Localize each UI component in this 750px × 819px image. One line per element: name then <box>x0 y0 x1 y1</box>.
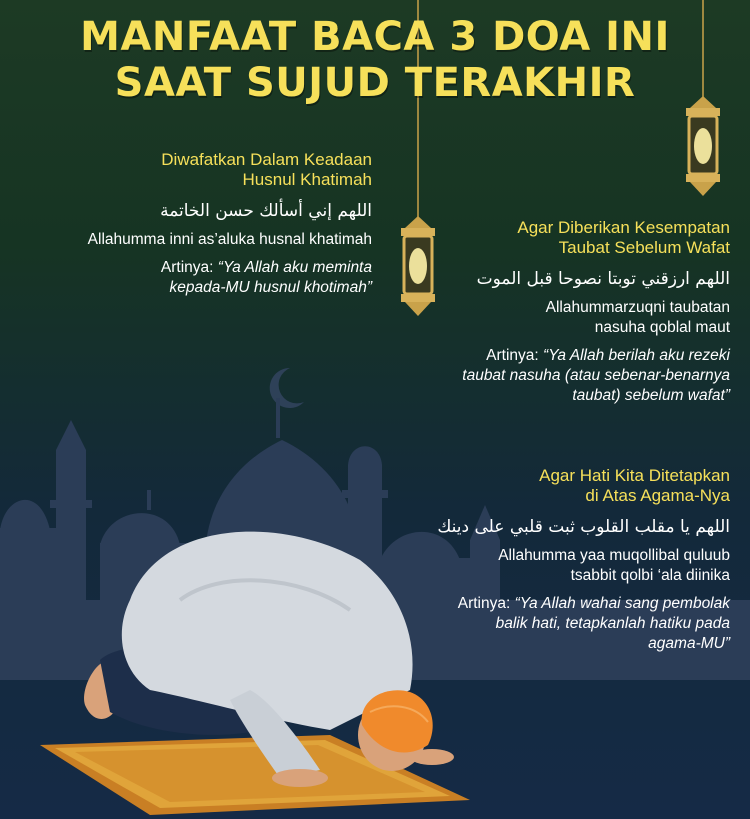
dua-arabic: اللهم إني أسألك حسن الخاتمة <box>160 201 372 221</box>
title-line-2: SAAT SUJUD TERAKHIR <box>114 60 636 106</box>
dua-meaning <box>370 346 730 406</box>
meaning-line-2: taubat nasuha (atau sebenar-benarnya <box>462 367 730 384</box>
dua-heading-line-1: Agar Hati Kita Ditetapkan <box>539 466 730 485</box>
meaning-line-3: taubat) sebelum wafat” <box>572 387 730 404</box>
dua-arabic: اللهم ارزقني توبتا نصوحا قبل الموت <box>476 269 730 289</box>
dua-heading-line-1: Agar Diberikan Kesempatan <box>517 218 730 237</box>
dua-arabic: اللهم يا مقلب القلوب ثبت قلبي على دينك <box>437 517 730 537</box>
dua-meaning <box>12 258 372 298</box>
dua-block-1 <box>12 150 372 298</box>
dua-latin-line-2: tsabbit qolbi ‘ala diinika <box>570 567 730 584</box>
dua-heading <box>350 466 730 506</box>
dua-latin-line-2: nasuha qoblal maut <box>594 319 730 336</box>
meaning-line-1: “Ya Allah aku meminta <box>217 259 372 276</box>
meaning-line-1: “Ya Allah berilah aku rezeki <box>543 347 730 364</box>
meaning-line-2: balik hati, tetapkanlah hatiku pada <box>495 615 730 632</box>
dua-latin-line-1: Allahumma inni as’aluka husnal khatimah <box>87 231 372 248</box>
meaning-line-3: agama-MU” <box>648 635 730 652</box>
crescent-moon-icon <box>270 368 304 408</box>
meaning-lead: Artinya: <box>160 259 218 276</box>
meaning-line-1: “Ya Allah wahai sang pembolak <box>514 595 730 612</box>
dua-block-2 <box>370 218 730 406</box>
meaning-line-2: kepada-MU husnul khotimah” <box>169 279 372 296</box>
dua-latin-line-1: Allahummarzuqni taubatan <box>545 299 730 316</box>
dua-heading <box>370 218 730 258</box>
dua-heading-line-2: Husnul Khatimah <box>242 170 372 189</box>
page-title <box>0 14 750 106</box>
dua-meaning <box>350 594 730 654</box>
dua-heading-line-1: Diwafatkan Dalam Keadaan <box>161 150 372 169</box>
dua-block-3 <box>350 466 730 654</box>
dua-heading <box>12 150 372 190</box>
dua-latin <box>370 298 730 338</box>
dua-latin <box>12 230 372 250</box>
meaning-lead: Artinya: <box>486 347 544 364</box>
dua-latin-line-1: Allahumma yaa muqollibal quluub <box>498 547 730 564</box>
title-line-1: MANFAAT BACA 3 DOA INI <box>80 14 670 60</box>
dua-heading-line-2: Taubat Sebelum Wafat <box>558 238 730 257</box>
dua-heading-line-2: di Atas Agama-Nya <box>585 486 730 505</box>
dua-latin <box>350 546 730 586</box>
meaning-lead: Artinya: <box>457 595 515 612</box>
